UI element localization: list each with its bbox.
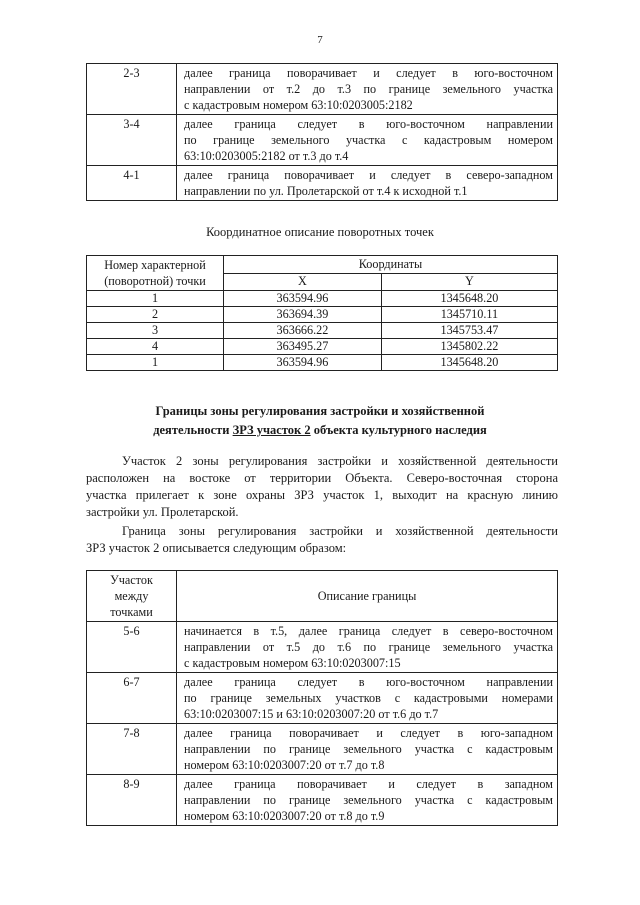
segment-description: начинается в т.5, далее граница следует в северо-восточном направлении от т.5 до т.6 по границе земельного участка с кадастровым номером 63:10:0203007:15 [177, 622, 558, 673]
segment-points: 6-7 [87, 673, 177, 724]
table-row [87, 166, 558, 201]
segment-points: 4-1 [87, 166, 177, 201]
segment-points: 3-4 [87, 115, 177, 166]
table-row [87, 307, 558, 323]
segment-points: 8-9 [87, 775, 177, 826]
boundary-intro-paragraph: Граница зоны регулирования застройки и хозяйственной деятельности ЗРЗ участок 2 описывается следующим образом: [86, 524, 558, 555]
segment-points: 2-3 [87, 64, 177, 115]
segment-description: далее граница поворачивает и следует в юго-восточном направлении от т.2 до т.3 по границе земельного участка с кадастровым номером 63:10:0203005:2182 [177, 64, 558, 115]
cell-y: 1345802.22 [381, 339, 557, 355]
table-row [87, 323, 558, 339]
header-point-number: Номер характерной (поворотной) точки [87, 256, 224, 291]
cell-point: 1 [87, 291, 224, 307]
zone-name-underlined: ЗРЗ участок 2 [232, 423, 311, 437]
cell-y: 1345753.47 [381, 323, 557, 339]
header-x: X [224, 273, 382, 291]
header-segment-points: Участок между точками [87, 571, 177, 622]
segment-description: далее граница поворачивает и следует в юго-западном направлении по границе земельного участка с кадастровым номером 63:10:0203007:20 от т.7 до т.8 [177, 724, 558, 775]
table-row [87, 622, 558, 673]
cell-x: 363694.39 [224, 307, 382, 323]
header-coordinates: Координаты [224, 256, 558, 274]
segment-points: 7-8 [87, 724, 177, 775]
table-row [87, 775, 558, 826]
segment-points: 5-6 [87, 622, 177, 673]
table-header-row [87, 571, 558, 622]
table-row [87, 291, 558, 307]
cell-x: 363594.96 [224, 355, 382, 371]
cell-point: 3 [87, 323, 224, 339]
segment-description: далее граница следует в юго-восточном направлении по границе земельного участка с кадастровым номером 63:10:0203005:2182 от т.3 до т.4 [177, 115, 558, 166]
table-row [87, 673, 558, 724]
cell-x: 363594.96 [224, 291, 382, 307]
cell-y: 1345648.20 [381, 291, 557, 307]
zone-description-paragraph: Участок 2 зоны регулирования застройки и хозяйственной деятельности расположен на востоке от территории Объекта. Северо-восточная сторона участка прилегает к зоне охраны ЗРЗ участок 1, выходит на красную линию застройки ул. Пролетарской. [86, 454, 558, 519]
boundary-description-table [86, 570, 558, 826]
cell-y: 1345648.20 [381, 355, 557, 371]
table-row [87, 115, 558, 166]
cell-x: 363495.27 [224, 339, 382, 355]
header-boundary-description: Описание границы [177, 571, 558, 622]
cell-point: 2 [87, 307, 224, 323]
zone-section-title: Границы зоны регулирования застройки и хозяйственной деятельности ЗРЗ участок 2 объекта культурного наследия [153, 404, 487, 437]
cell-y: 1345710.11 [381, 307, 557, 323]
segment-description: далее граница поворачивает и следует в западном направлении по границе земельного участка с кадастровым номером 63:10:0203007:20 от т.8 до т.9 [177, 775, 558, 826]
cell-point: 1 [87, 355, 224, 371]
coordinates-table [86, 255, 558, 371]
cell-point: 4 [87, 339, 224, 355]
boundary-segments-table-continued [86, 63, 558, 201]
segment-description: далее граница поворачивает и следует в северо-западном направлении по ул. Пролетарской от т.4 к исходной т.1 [177, 166, 558, 201]
page-number: 7 [317, 34, 323, 46]
table-header-row [87, 256, 558, 274]
table-row [87, 355, 558, 371]
table-row [87, 339, 558, 355]
cell-x: 363666.22 [224, 323, 382, 339]
table-row [87, 64, 558, 115]
header-y: Y [381, 273, 557, 291]
segment-description: далее граница следует в юго-восточном направлении по границе земельных участков с кадастровыми номерами 63:10:0203007:15 и 63:10:0203007:20 от т.6 до т.7 [177, 673, 558, 724]
table-row [87, 724, 558, 775]
coordinates-title: Координатное описание поворотных точек [206, 225, 434, 239]
